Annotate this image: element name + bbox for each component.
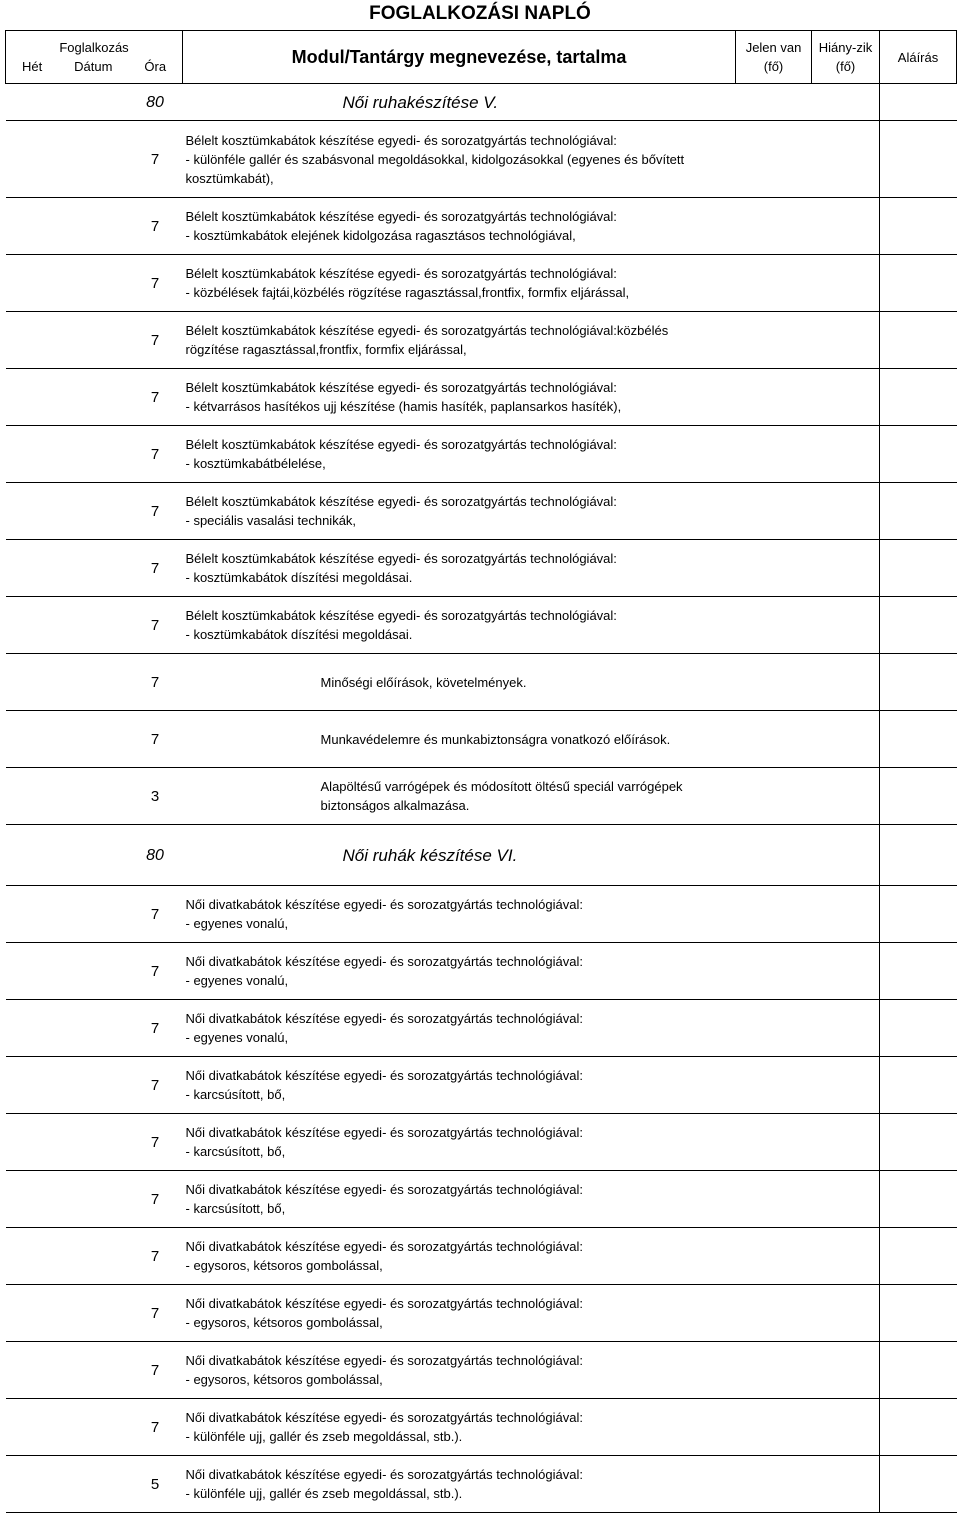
het-label: Hét: [21, 59, 43, 74]
description-line: rögzítése ragasztással,frontfix, formfix eljárással,: [185, 342, 467, 357]
table-row: [6, 943, 957, 1000]
description-line: - különféle ujj, gallér és zseb megoldással, stb.).: [185, 1429, 463, 1444]
description-cell: [183, 312, 880, 369]
signature-cell: [880, 312, 957, 369]
signature-cell: [880, 198, 957, 255]
signature-cell: [880, 1228, 957, 1285]
signature-cell: [880, 483, 957, 540]
description-line: Női divatkabátok készítése egyedi- és sorozatgyártás technológiával:: [185, 1182, 583, 1197]
description-line: - egysoros, kétsoros gombolással,: [185, 1258, 383, 1273]
hours-cell: 7: [128, 369, 183, 426]
signature-cell: [880, 711, 957, 768]
table-row: [6, 1057, 957, 1114]
description-cell: [183, 654, 880, 711]
description-line: - kétvarrásos hasítékos ujj készítése (hamis hasíték, paplansarkos hasíték),: [185, 399, 622, 414]
section-header-row: [6, 825, 957, 886]
description-line: - egysoros, kétsoros gombolással,: [185, 1315, 383, 1330]
date-cell: [6, 1456, 128, 1513]
signature-cell: [880, 1000, 957, 1057]
table-row: [6, 711, 957, 768]
description-line: Női divatkabátok készítése egyedi- és sorozatgyártás technológiával:: [185, 1467, 583, 1482]
date-cell: [6, 597, 128, 654]
document-title: FOGLALKOZÁSI NAPLÓ: [369, 3, 591, 24]
description-cell: [183, 1000, 880, 1057]
hours-cell: 7: [128, 886, 183, 943]
signature-cell: [880, 1399, 957, 1456]
signature-cell: [880, 768, 957, 825]
description-line: - különféle gallér és szabásvonal megoldásokkal, kidolgozásokkal (egyenes és bővített: [185, 151, 685, 167]
hours-cell: 7: [128, 1171, 183, 1228]
description-cell: [183, 768, 880, 825]
date-cell: [6, 121, 128, 198]
hours-cell: 7: [128, 198, 183, 255]
section-blank: [6, 825, 128, 886]
description-line: Bélelt kosztümkabátok készítése egyedi- és sorozatgyártás technológiával:: [185, 209, 617, 224]
signature-cell: [880, 597, 957, 654]
description-cell: [183, 1399, 880, 1456]
signature-cell: [880, 540, 957, 597]
description-line: Munkavédelemre és munkabiztonságra vonatkozó előírások.: [320, 731, 671, 747]
signature-cell: [880, 255, 957, 312]
date-cell: [6, 255, 128, 312]
description-line: - egyenes vonalú,: [185, 973, 289, 988]
description-line: Női divatkabátok készítése egyedi- és sorozatgyártás technológiával:: [185, 1068, 583, 1083]
date-cell: [6, 1399, 128, 1456]
section-hours: 80: [128, 825, 183, 886]
description-cell: [183, 711, 880, 768]
table-row: [6, 654, 957, 711]
description-line: Bélelt kosztümkabátok készítése egyedi- és sorozatgyártás technológiával:: [185, 437, 617, 452]
section-title: Női ruhakészítése V.: [183, 84, 880, 121]
description-line: Bélelt kosztümkabátok készítése egyedi- és sorozatgyártás technológiával:: [185, 380, 617, 395]
description-cell: [183, 426, 880, 483]
description-cell: [183, 1114, 880, 1171]
description-line: - kosztümkabátbélelése,: [185, 456, 326, 471]
description-line: Női divatkabátok készítése egyedi- és sorozatgyártás technológiával:: [185, 1239, 583, 1254]
table-row: [6, 1171, 957, 1228]
description-line: - kosztümkabátok elejének kidolgozása ragasztásos technológiával,: [185, 228, 576, 243]
description-cell: [183, 597, 880, 654]
date-cell: [6, 426, 128, 483]
description-line: Női divatkabátok készítése egyedi- és sorozatgyártás technológiával:: [185, 1125, 583, 1140]
foglalkozas-subheaders: [6, 57, 182, 76]
signature-cell: [880, 369, 957, 426]
date-cell: [6, 1114, 128, 1171]
description-line: - karcsúsított, bő,: [185, 1144, 286, 1159]
header-row: [6, 31, 957, 84]
description-cell: [183, 1285, 880, 1342]
description-line: - kosztümkabátok díszítési megoldásai.: [185, 627, 413, 642]
hours-cell: 5: [128, 1456, 183, 1513]
table-row: [6, 121, 957, 198]
description-cell: [183, 1228, 880, 1285]
description-cell: [183, 540, 880, 597]
signature-cell: [880, 426, 957, 483]
date-cell: [6, 1171, 128, 1228]
section-header-row: [6, 84, 957, 121]
description-line: Bélelt kosztümkabátok készítése egyedi- és sorozatgyártás technológiával:: [185, 608, 617, 623]
hours-cell: 7: [128, 540, 183, 597]
section-signature-cell: [880, 84, 957, 121]
date-cell: [6, 654, 128, 711]
date-cell: [6, 1000, 128, 1057]
section-hours: 80: [128, 84, 183, 121]
table-row: [6, 886, 957, 943]
date-cell: [6, 1057, 128, 1114]
section-signature-cell: [880, 825, 957, 886]
date-cell: [6, 198, 128, 255]
hours-cell: 3: [128, 768, 183, 825]
description-line: Női divatkabátok készítése egyedi- és sorozatgyártás technológiával:: [185, 897, 583, 912]
description-line: - speciális vasalási technikák,: [185, 513, 357, 528]
table-row: [6, 540, 957, 597]
date-cell: [6, 540, 128, 597]
jelen-unit: (fő): [763, 59, 784, 74]
hours-cell: 7: [128, 121, 183, 198]
description-line: Bélelt kosztümkabátok készítése egyedi- és sorozatgyártás technológiával:: [185, 132, 617, 148]
hours-cell: 7: [128, 711, 183, 768]
alairas-header: Aláírás: [880, 31, 957, 84]
hours-cell: 7: [128, 943, 183, 1000]
date-cell: [6, 483, 128, 540]
hours-cell: 7: [128, 255, 183, 312]
date-cell: [6, 312, 128, 369]
hiany-unit: (fő): [835, 59, 856, 74]
description-line: - közbélések fajtái,közbélés rögzítése ragasztással,frontfix, formfix eljárással,: [185, 285, 630, 300]
hours-cell: 7: [128, 1228, 183, 1285]
hours-cell: 7: [128, 1114, 183, 1171]
signature-cell: [880, 1057, 957, 1114]
description-cell: [183, 1057, 880, 1114]
date-cell: [6, 1228, 128, 1285]
jelen-label: Jelen van: [745, 40, 802, 55]
hiany-header: [812, 31, 880, 84]
description-line: - egysoros, kétsoros gombolással,: [185, 1372, 383, 1387]
table-row: [6, 1342, 957, 1399]
description-cell: [183, 1456, 880, 1513]
table-row: [6, 1000, 957, 1057]
table-row: [6, 1114, 957, 1171]
hours-cell: 7: [128, 426, 183, 483]
signature-cell: [880, 1285, 957, 1342]
signature-cell: [880, 121, 957, 198]
description-cell: [183, 886, 880, 943]
table-row: [6, 483, 957, 540]
date-cell: [6, 369, 128, 426]
description-line: Alapöltésű varrógépek és módosított öltésű speciál varrógépek: [320, 779, 683, 794]
hours-cell: 7: [128, 1057, 183, 1114]
description-cell: [183, 1171, 880, 1228]
hours-cell: 7: [128, 1285, 183, 1342]
date-cell: [6, 711, 128, 768]
hours-cell: 7: [128, 312, 183, 369]
description-line: - karcsúsított, bő,: [185, 1087, 286, 1102]
description-line: - karcsúsított, bő,: [185, 1201, 286, 1216]
date-cell: [6, 768, 128, 825]
log-table: [5, 30, 957, 1513]
description-cell: [183, 121, 880, 198]
date-cell: [6, 1342, 128, 1399]
signature-cell: [880, 1456, 957, 1513]
table-row: [6, 369, 957, 426]
date-cell: [6, 1285, 128, 1342]
table-row: [6, 1285, 957, 1342]
hours-cell: 7: [128, 597, 183, 654]
description-cell: [183, 483, 880, 540]
description-line: Bélelt kosztümkabátok készítése egyedi- és sorozatgyártás technológiával:: [185, 494, 617, 509]
foglalkozas-header: [6, 31, 183, 84]
description-cell: [183, 943, 880, 1000]
table-row: [6, 768, 957, 825]
description-cell: [183, 1342, 880, 1399]
ora-label: Óra: [144, 59, 167, 74]
description-line: kosztümkabát),: [185, 170, 274, 186]
jelen-header: [736, 31, 812, 84]
description-line: Női divatkabátok készítése egyedi- és sorozatgyártás technológiával:: [185, 1296, 583, 1311]
table-row: [6, 312, 957, 369]
hours-cell: 7: [128, 1000, 183, 1057]
table-row: [6, 1228, 957, 1285]
description-line: - különféle ujj, gallér és zseb megoldással, stb.).: [185, 1486, 463, 1501]
signature-cell: [880, 1342, 957, 1399]
date-cell: [6, 886, 128, 943]
description-line: Bélelt kosztümkabátok készítése egyedi- és sorozatgyártás technológiával:: [185, 551, 617, 566]
signature-cell: [880, 1171, 957, 1228]
signature-cell: [880, 886, 957, 943]
description-line: Női divatkabátok készítése egyedi- és sorozatgyártás technológiával:: [185, 1410, 583, 1425]
signature-cell: [880, 1114, 957, 1171]
hiany-label: Hiány-zik: [818, 40, 873, 55]
table-row: [6, 255, 957, 312]
hours-cell: 7: [128, 483, 183, 540]
description-line: Bélelt kosztümkabátok készítése egyedi- és sorozatgyártás technológiával:közbélés: [185, 323, 669, 338]
table-row: [6, 597, 957, 654]
description-line: - egyenes vonalú,: [185, 916, 289, 931]
hours-cell: 7: [128, 1399, 183, 1456]
foglalkozas-label: Foglalkozás: [59, 40, 129, 55]
table-row: [6, 1456, 957, 1513]
date-cell: [6, 943, 128, 1000]
modul-header: Modul/Tantárgy megnevezése, tartalma: [183, 31, 736, 84]
hours-cell: 7: [128, 654, 183, 711]
table-row: [6, 426, 957, 483]
table-row: [6, 198, 957, 255]
description-line: biztonságos alkalmazása.: [320, 798, 470, 813]
description-line: Minőségi előírások, követelmények.: [320, 674, 527, 690]
description-cell: [183, 198, 880, 255]
table-row: [6, 1399, 957, 1456]
section-blank: [6, 84, 128, 121]
description-cell: [183, 369, 880, 426]
datum-label: Dátum: [74, 59, 113, 74]
description-cell: [183, 255, 880, 312]
description-line: - kosztümkabátok díszítési megoldásai.: [185, 570, 413, 585]
signature-cell: [880, 654, 957, 711]
hours-cell: 7: [128, 1342, 183, 1399]
description-line: Női divatkabátok készítése egyedi- és sorozatgyártás technológiával:: [185, 954, 583, 969]
description-line: Női divatkabátok készítése egyedi- és sorozatgyártás technológiával:: [185, 1011, 583, 1026]
description-line: - egyenes vonalú,: [185, 1030, 289, 1045]
section-title: Női ruhák készítése VI.: [183, 825, 880, 886]
signature-cell: [880, 943, 957, 1000]
description-line: Bélelt kosztümkabátok készítése egyedi- és sorozatgyártás technológiával:: [185, 266, 617, 281]
description-line: Női divatkabátok készítése egyedi- és sorozatgyártás technológiával:: [185, 1353, 583, 1368]
